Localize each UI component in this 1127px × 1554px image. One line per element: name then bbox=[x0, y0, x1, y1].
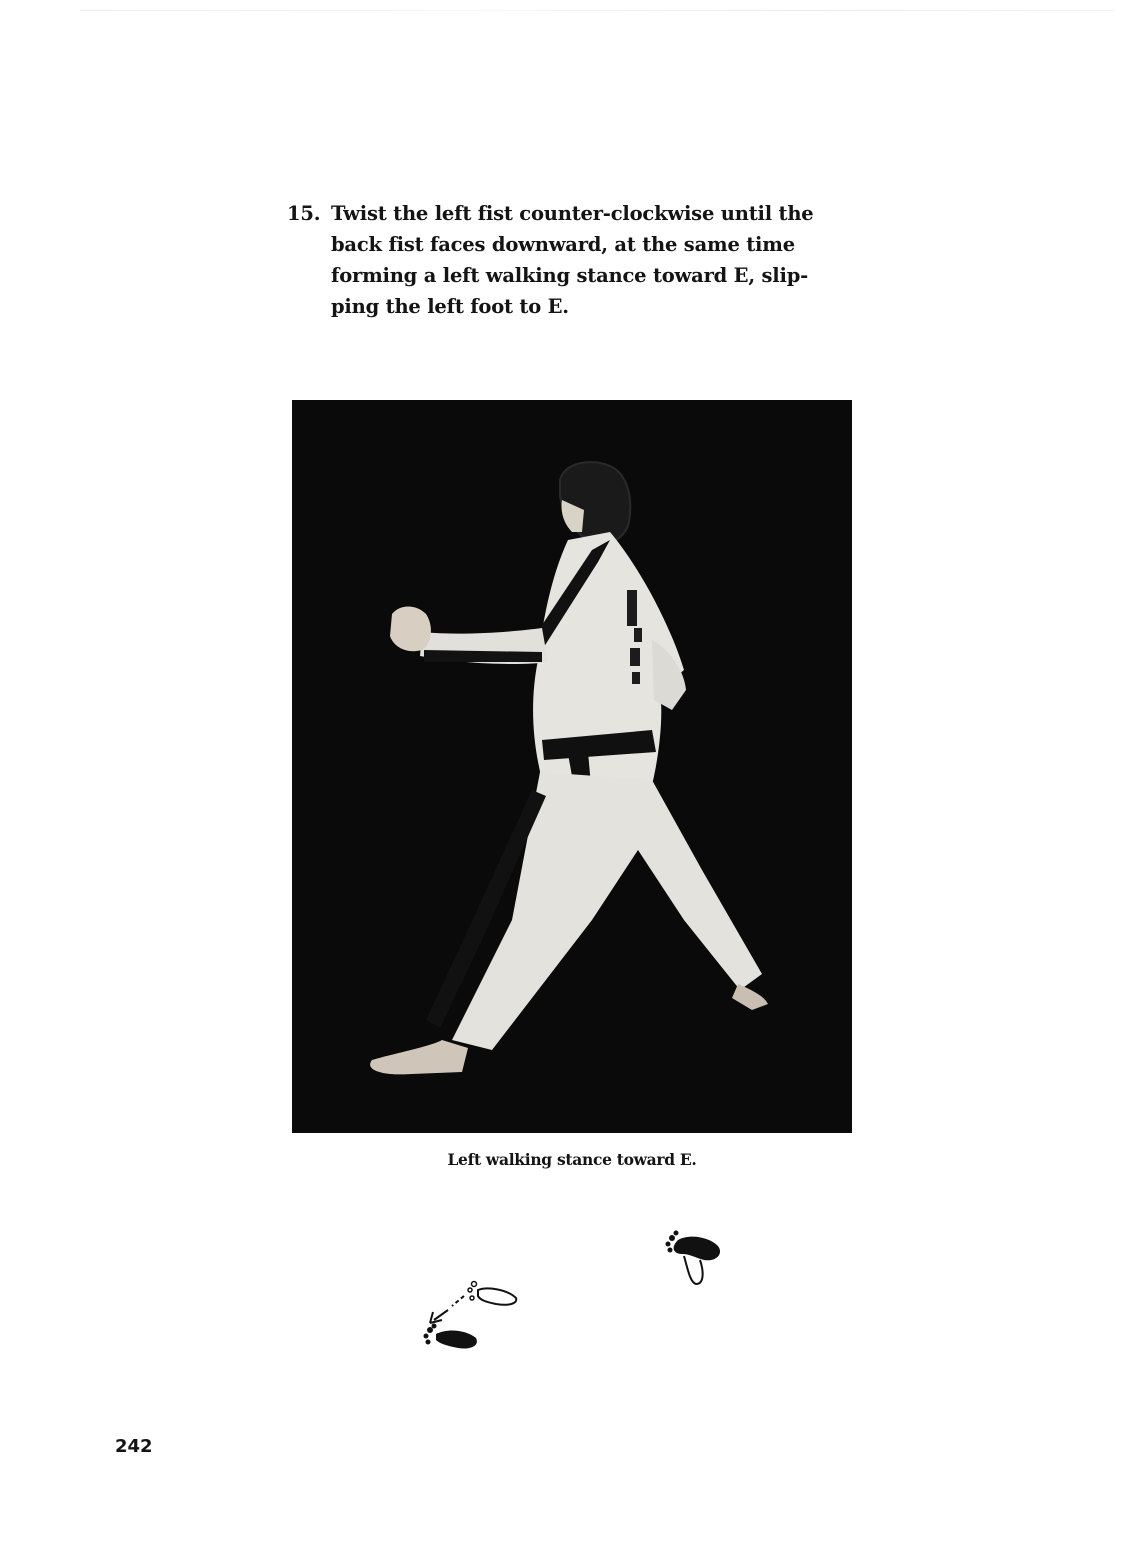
arrow-icon bbox=[430, 1296, 464, 1323]
step-number: 15. bbox=[287, 202, 321, 225]
instruction-text-line: forming a left walking stance toward E, slip- bbox=[331, 264, 809, 287]
footprint-solid-icon bbox=[666, 1231, 721, 1285]
instruction-text-line: Twist the left fist counter-clockwise until the bbox=[331, 202, 814, 225]
footwork-diagram bbox=[400, 1220, 740, 1360]
page-number: 242 bbox=[115, 1436, 153, 1457]
martial-artist-figure bbox=[292, 400, 852, 1133]
stance-photograph bbox=[292, 400, 852, 1133]
photo-caption: Left walking stance toward E. bbox=[447, 1150, 697, 1169]
instruction-text-line: back fist faces downward, at the same time bbox=[331, 233, 795, 256]
instruction-step bbox=[287, 198, 867, 322]
instruction-line-1 bbox=[287, 198, 867, 229]
instruction-text-line: ping the left foot to E. bbox=[331, 295, 569, 318]
page-top-edge bbox=[80, 10, 1115, 11]
footprint-solid-icon bbox=[424, 1324, 477, 1349]
footprint-outline-icon bbox=[468, 1282, 516, 1305]
